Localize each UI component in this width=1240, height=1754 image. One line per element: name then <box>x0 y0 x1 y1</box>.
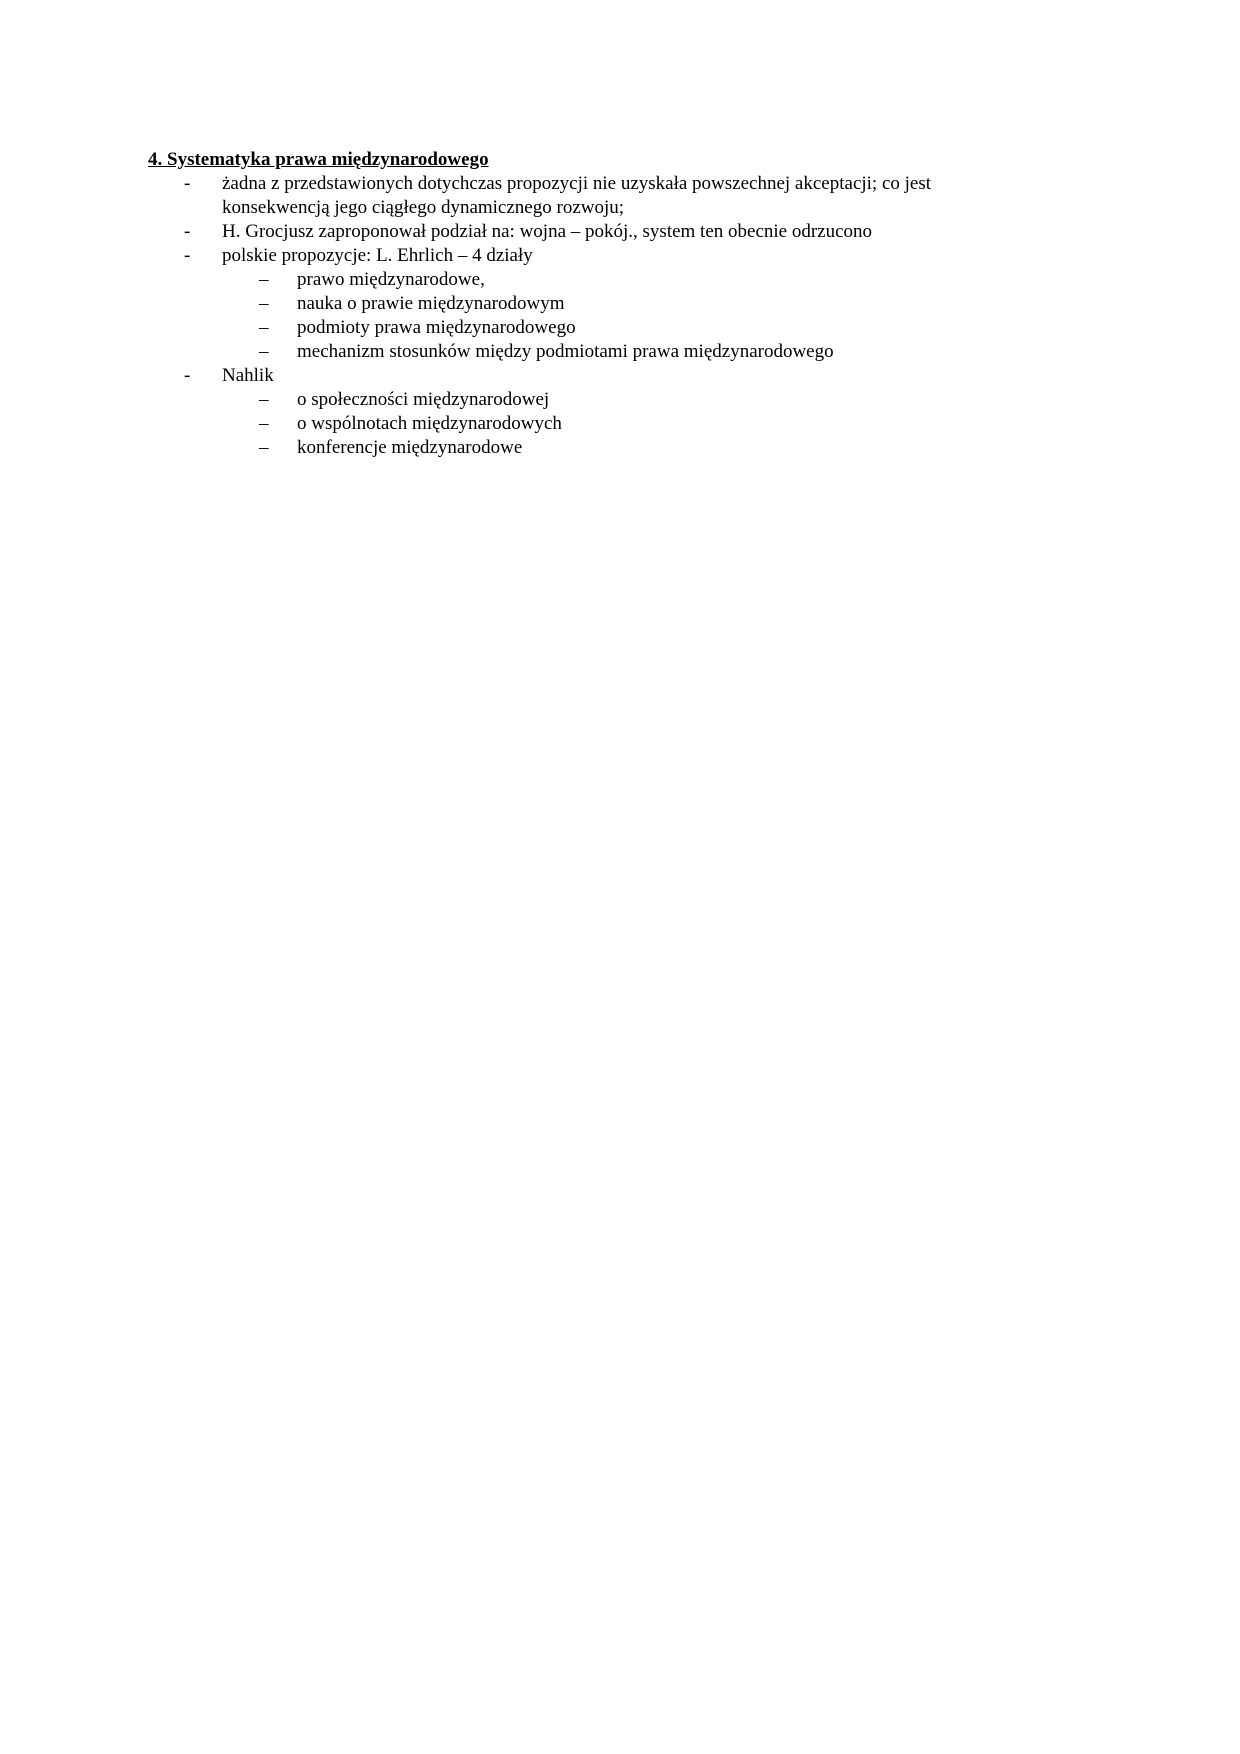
list-item-text: H. Grocjusz zaproponował podział na: wojna – pokój., system ten obecnie odrzucono <box>222 221 873 242</box>
list-item-text: polskie propozycje: L. Ehrlich – 4 działy <box>222 245 533 266</box>
sublist-bullet: – <box>259 269 269 290</box>
list-bullet: - <box>184 173 191 194</box>
list-item-text: Nahlik <box>222 365 274 386</box>
sublist-bullet: – <box>259 389 269 410</box>
sublist-bullet: – <box>259 293 269 314</box>
section-heading: 4. Systematyka prawa międzynarodowego <box>148 149 489 170</box>
sublist-item-text: podmioty prawa międzynarodowego <box>297 317 576 338</box>
sublist-bullet: – <box>259 413 269 434</box>
sublist-bullet: – <box>259 341 269 362</box>
sublist-item-text: konferencje międzynarodowe <box>297 437 523 458</box>
sublist-item-text: prawo międzynarodowe, <box>297 269 485 290</box>
list-bullet: - <box>184 365 191 386</box>
sublist-item-text: o społeczności międzynarodowej <box>297 389 550 410</box>
sublist-item-text: o wspólnotach międzynarodowych <box>297 413 562 434</box>
list-bullet: - <box>184 221 191 242</box>
sublist-bullet: – <box>259 317 269 338</box>
sublist-item-text: mechanizm stosunków między podmiotami prawa międzynarodowego <box>297 341 834 362</box>
sublist-bullet: – <box>259 437 269 458</box>
list-bullet: - <box>184 245 191 266</box>
sublist-item-text: nauka o prawie międzynarodowym <box>297 293 565 314</box>
list-item-text: żadna z przedstawionych dotychczas propozycji nie uzyskała powszechnej akceptacji; co jest <box>222 173 932 194</box>
list-item-text: konsekwencją jego ciągłego dynamicznego rozwoju; <box>222 197 625 218</box>
